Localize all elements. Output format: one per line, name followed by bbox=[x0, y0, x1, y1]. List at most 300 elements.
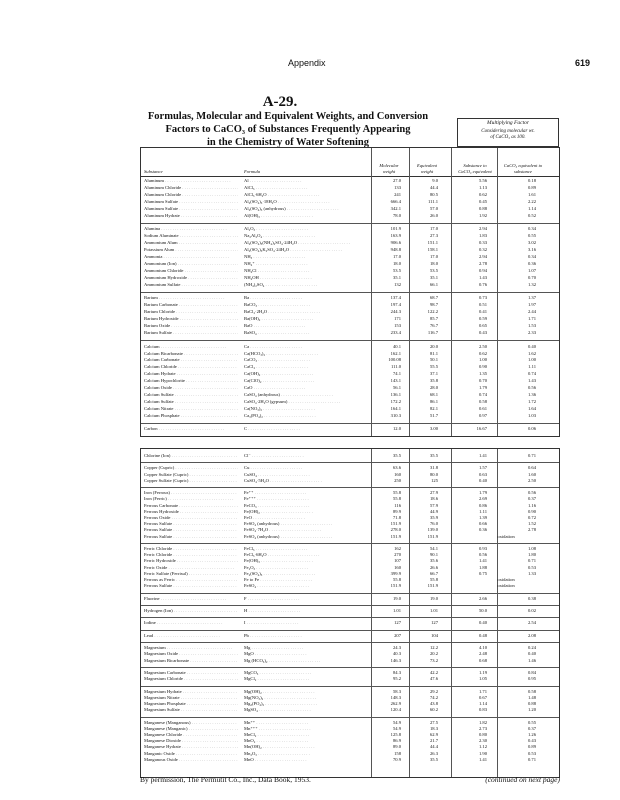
cell-caco3-to: 1.11 bbox=[528, 364, 536, 370]
cell-molecular-weight: 89.0 bbox=[392, 744, 401, 750]
cell-substance: Ferrous Sulfate . . . bbox=[144, 583, 238, 588]
cell-equivalent-weight: 21.7 bbox=[429, 738, 438, 744]
cell-formula: FeSO₄·7H₂O . . . bbox=[244, 527, 370, 532]
cell-formula: FeCO₃ . . . bbox=[244, 503, 370, 508]
cell-formula: BaO . . . bbox=[244, 323, 370, 328]
cell-formula: MnCl₂ . . . bbox=[244, 732, 370, 737]
cell-caco3-to: 1.61 bbox=[527, 191, 536, 197]
cell-substance: Aluminum . . . bbox=[144, 178, 238, 183]
cell-substance: Fluorine . . . bbox=[144, 596, 238, 601]
cell-formula: Al(OH)₃ . . . bbox=[244, 213, 370, 218]
header-substance: Substance bbox=[144, 168, 163, 174]
cell-formula: FeSO₄ (anhydrous) . . . bbox=[244, 521, 370, 526]
cell-formula: NH₃ . . . bbox=[244, 254, 370, 259]
cell-to-caco3: 0.32 bbox=[478, 247, 487, 252]
cell-caco3-to: 0.24 bbox=[527, 645, 536, 651]
cell-molecular-weight: 55.8 bbox=[392, 577, 401, 582]
cell-caco3-to: 1.26 bbox=[527, 732, 536, 737]
cell-molecular-weight: 948.8 bbox=[390, 247, 401, 252]
cell-molecular-weight: 137.4 bbox=[390, 295, 401, 301]
cell-molecular-weight: 53.5 bbox=[392, 267, 401, 273]
cell-caco3-to: 0.55 bbox=[527, 719, 536, 725]
cell-to-caco3: 0.86 bbox=[478, 502, 487, 508]
cell-to-caco3: 0.43 bbox=[478, 329, 487, 335]
cell-equivalent-weight: 60.2 bbox=[429, 707, 438, 713]
cell-equivalent-weight: 12.2 bbox=[429, 645, 438, 651]
cell-to-caco3: 50.0 bbox=[478, 608, 487, 613]
cell-caco3-to: 0.02 bbox=[527, 608, 536, 613]
table-row bbox=[141, 521, 559, 526]
cell-to-caco3: 0.80 bbox=[478, 732, 487, 737]
cell-formula: NH₄Cl . . . bbox=[244, 268, 370, 273]
cell-molecular-weight: 233.4 bbox=[390, 329, 401, 335]
cell-to-caco3: 2.94 bbox=[478, 253, 487, 259]
cell-substance: Copper Sulfate (Cupric) . . . bbox=[144, 478, 238, 483]
cell-equivalent-weight: 151.9 bbox=[427, 533, 438, 539]
cell-substance: Chlorine (Ion) . . . bbox=[144, 453, 238, 458]
cell-molecular-weight: 270 bbox=[394, 552, 401, 558]
cell-formula: AlCl₃ . . . bbox=[244, 185, 370, 190]
cell-caco3-to: 0.38 bbox=[527, 595, 536, 601]
cell-molecular-weight: 19.0 bbox=[392, 595, 401, 601]
cell-to-caco3: 0.70 bbox=[478, 378, 487, 384]
cell-molecular-weight: 164.1 bbox=[390, 405, 401, 411]
cell-equivalent-weight: 66.1 bbox=[429, 281, 438, 287]
cell-molecular-weight: 399.9 bbox=[390, 570, 401, 576]
cell-equivalent-weight: 68.1 bbox=[429, 391, 438, 397]
cell-to-caco3: 4.10 bbox=[478, 645, 487, 651]
cell-caco3-to: 0.56 bbox=[527, 385, 536, 390]
cell-to-caco3: 0.75 bbox=[478, 570, 487, 576]
cell-substance: Copper (Cupric) . . . bbox=[144, 465, 238, 470]
cell-formula: Fe₂O₃ . . . bbox=[244, 565, 370, 570]
cell-equivalent-weight: 51.7 bbox=[429, 412, 438, 418]
cell-caco3-to: 0.34 bbox=[527, 226, 536, 232]
cell-to-caco3: 2.66 bbox=[478, 595, 487, 601]
cell-equivalent-weight: 86.1 bbox=[429, 398, 438, 404]
table-row bbox=[141, 330, 559, 335]
cell-equivalent-weight: 55.8 bbox=[429, 577, 438, 582]
cell-substance: Calcium Hypochlorite . . . bbox=[144, 378, 238, 383]
cell-substance: Barium . . . bbox=[144, 295, 238, 300]
cell-molecular-weight: 172.2 bbox=[390, 398, 401, 404]
cell-formula: Ca(ClO)₂ . . . bbox=[244, 378, 370, 383]
cell-molecular-weight: 244.3 bbox=[390, 309, 401, 315]
cell-substance: Aluminum Chloride . . . bbox=[144, 192, 238, 197]
cell-formula: Cu . . . bbox=[244, 465, 370, 470]
cell-to-caco3: 2.69 bbox=[478, 496, 487, 502]
cell-substance: Calcium Oxide . . . bbox=[144, 385, 238, 390]
table-row bbox=[141, 233, 559, 238]
cell-caco3-to: 0.95 bbox=[527, 676, 536, 682]
cell-formula: Ba . . . bbox=[244, 295, 370, 300]
cell-to-caco3: 0.76 bbox=[478, 281, 487, 287]
cell-formula: Mg(OH)₂ . . . bbox=[244, 689, 370, 694]
cell-caco3-to: 1.00 bbox=[527, 357, 536, 363]
cell-caco3-to: 1.43 bbox=[527, 378, 536, 384]
cell-substance: Ferrous Carbonate . . . bbox=[144, 503, 238, 508]
cell-formula: Ca(NO₃)₂ . . . bbox=[244, 406, 370, 411]
cell-caco3-to: 1.64 bbox=[527, 405, 536, 411]
cell-equivalent-weight: 57.9 bbox=[429, 502, 438, 508]
footer-credit: By permission, The Permutit Co., Inc., Data Book, 1953. bbox=[140, 775, 311, 784]
cell-to-caco3: 0.73 bbox=[478, 295, 487, 301]
cell-substance: Barium Oxide . . . bbox=[144, 323, 238, 328]
table-row bbox=[141, 472, 559, 477]
cell-to-caco3: 1.79 bbox=[478, 385, 487, 390]
cell-to-caco3: 0.94 bbox=[478, 267, 487, 273]
row-divider bbox=[141, 223, 559, 224]
cell-substance: Ferric Sulfate (Ferrisul) . . . bbox=[144, 571, 238, 576]
cell-caco3-to: 1.03 bbox=[527, 412, 536, 418]
cell-caco3-to: 1.48 bbox=[527, 694, 536, 700]
header-substance-to-caco3: Substance to CaCO₃ equivalent bbox=[458, 163, 492, 174]
cell-caco3-to: 1.14 bbox=[527, 205, 536, 211]
row-divider bbox=[141, 717, 559, 718]
table-row bbox=[141, 247, 559, 252]
cell-equivalent-weight: 35.1 bbox=[429, 274, 438, 280]
cell-formula: Ca . . . bbox=[244, 344, 370, 349]
cell-equivalent-weight: 90.1 bbox=[429, 552, 438, 558]
cell-formula: MgCO₃ . . . bbox=[244, 670, 370, 675]
cell-equivalent-weight: 122.2 bbox=[427, 309, 438, 315]
cell-substance: Manganic Oxide . . . bbox=[144, 751, 238, 756]
cell-caco3-to: 0.84 bbox=[527, 670, 536, 675]
cell-equivalent-weight: 19.0 bbox=[429, 595, 438, 601]
table-number: A-29. bbox=[262, 94, 298, 110]
cell-equivalent-weight: 73.2 bbox=[429, 657, 438, 663]
cell-caco3-to: 0.58 bbox=[527, 688, 536, 694]
cell-to-caco3: 0.97 bbox=[478, 412, 487, 418]
cell-molecular-weight: 151.9 bbox=[390, 533, 401, 539]
cell-formula: BaSO₄ . . . bbox=[244, 330, 370, 335]
cell-formula: Fe to Fe . . . bbox=[244, 577, 370, 582]
table-row bbox=[141, 645, 559, 650]
cell-formula: MgSO₄ . . . bbox=[244, 707, 370, 712]
table-row bbox=[141, 527, 559, 532]
cell-equivalent-weight: 125 bbox=[431, 477, 438, 483]
cell-formula: Mg (HCO₃)₂ . . . bbox=[244, 658, 370, 663]
table-row bbox=[141, 392, 559, 397]
cell-caco3-to: 0.64 bbox=[527, 465, 536, 471]
cell-to-caco3: 1.83 bbox=[478, 233, 487, 239]
table-row bbox=[141, 357, 559, 362]
table-row bbox=[141, 577, 559, 582]
cell-substance: Ferrous Oxide . . . bbox=[144, 515, 238, 520]
cell-formula: FeSO₄ . . . bbox=[244, 583, 370, 588]
cell-formula: MnO . . . bbox=[244, 757, 370, 762]
cell-equivalent-weight: 104 bbox=[431, 632, 438, 638]
cell-molecular-weight: 71.8 bbox=[392, 515, 401, 520]
cell-substance: Ammonium (Ion) . . . bbox=[144, 261, 238, 266]
title-line: Factors to CaCO₃ of Substances Frequently Appearing bbox=[165, 124, 411, 135]
cell-substance: Manganese Chloride . . . bbox=[144, 732, 238, 737]
cell-caco3-to: 0.36 bbox=[527, 260, 536, 266]
table-row bbox=[141, 206, 559, 211]
cell-substance: Potassium Alum . . . bbox=[144, 247, 238, 252]
cell-formula: Ca(HCO₃)₂ . . . bbox=[244, 351, 370, 356]
cell-to-caco3: 1.13 bbox=[478, 184, 487, 190]
cell-substance: Manganese (Manganous) . . . bbox=[144, 720, 238, 725]
cell-formula: Fe₂(SO₄)₃ . . . bbox=[244, 571, 370, 576]
table-row bbox=[141, 583, 559, 588]
cell-caco3-to: 0.90 bbox=[527, 508, 536, 514]
cell-caco3-to: 1.20 bbox=[527, 707, 536, 713]
cell-formula: Mn₂O₃ . . . bbox=[244, 751, 370, 756]
table-row bbox=[141, 738, 559, 743]
cell-to-caco3: 0.61 bbox=[478, 405, 487, 411]
table-row bbox=[141, 732, 559, 737]
cell-to-caco3: 1.05 bbox=[478, 676, 487, 682]
cell-to-caco3: 1.14 bbox=[478, 701, 487, 706]
cell-formula: CuSO₄·5H₂O . . . bbox=[244, 478, 370, 483]
table-row bbox=[141, 726, 559, 731]
cell-caco3-to: 1.16 bbox=[527, 502, 536, 508]
cell-to-caco3: 1.35 bbox=[478, 371, 487, 377]
cell-equivalent-weight: 35.8 bbox=[429, 378, 438, 384]
cell-equivalent-weight: 127 bbox=[431, 620, 438, 626]
cell-caco3-to: 0.43 bbox=[527, 738, 536, 744]
cell-caco3-to: 3.16 bbox=[527, 247, 536, 252]
row-divider bbox=[141, 487, 559, 488]
row-divider bbox=[141, 686, 559, 687]
cell-molecular-weight: 163.9 bbox=[390, 233, 401, 239]
row-divider bbox=[141, 667, 559, 668]
cell-to-caco3: oxidation bbox=[497, 533, 515, 539]
cell-to-caco3: 0.62 bbox=[478, 350, 487, 356]
table-row bbox=[141, 620, 559, 625]
cell-substance: Ammonium Alum . . . bbox=[144, 240, 238, 245]
cell-molecular-weight: 906.6 bbox=[390, 240, 401, 246]
cell-formula: FeO . . . bbox=[244, 515, 370, 520]
cell-equivalent-weight: 20.0 bbox=[429, 343, 438, 349]
cell-substance: Aluminum Sulfate . . . bbox=[144, 199, 238, 204]
multiplying-factor-note: of CaCO₃ as 100. bbox=[490, 135, 526, 140]
cell-to-caco3: 0.56 bbox=[478, 552, 487, 558]
cell-caco3-to: 1.36 bbox=[527, 391, 536, 397]
cell-molecular-weight: 171 bbox=[394, 316, 401, 321]
cell-molecular-weight: 40.1 bbox=[392, 343, 401, 349]
cell-molecular-weight: 58.3 bbox=[392, 688, 401, 694]
row-divider bbox=[141, 617, 559, 618]
cell-to-caco3: 0.45 bbox=[478, 198, 487, 204]
cell-formula: CaCO₃ . . . bbox=[244, 357, 370, 362]
cell-caco3-to: 0.71 bbox=[527, 453, 536, 458]
cell-molecular-weight: 78.0 bbox=[392, 212, 401, 218]
row-divider bbox=[141, 462, 559, 463]
cell-equivalent-weight: 80.0 bbox=[429, 471, 438, 477]
cell-formula: FeCl₃·6H₂O . . . bbox=[244, 552, 370, 557]
cell-formula: FeCl₃ . . . bbox=[244, 546, 370, 551]
table-row bbox=[141, 413, 559, 418]
cell-equivalent-weight: 55.5 bbox=[429, 364, 438, 370]
cell-formula: AlCl₃·6H₂O . . . bbox=[244, 192, 370, 197]
multiplying-factor-box bbox=[457, 118, 559, 147]
cell-substance: Magnesium Oxide . . . bbox=[144, 651, 238, 656]
cell-formula: C . . . bbox=[244, 426, 370, 431]
table-part-2 bbox=[140, 448, 560, 778]
cell-molecular-weight: 1.01 bbox=[392, 608, 401, 613]
cell-substance: Ammonium Chloride . . . bbox=[144, 268, 238, 273]
cell-substance: Calcium Hydrate . . . bbox=[144, 371, 238, 376]
table-row bbox=[141, 275, 559, 280]
table-row bbox=[141, 351, 559, 356]
cell-to-caco3: 0.40 bbox=[478, 620, 487, 626]
cell-molecular-weight: 143.1 bbox=[390, 378, 401, 384]
cell-molecular-weight: 89.9 bbox=[392, 508, 401, 514]
cell-to-caco3: 1.43 bbox=[478, 274, 487, 280]
cell-formula: Mg . . . bbox=[244, 645, 370, 650]
table-row bbox=[141, 309, 559, 314]
cell-caco3-to: 1.52 bbox=[527, 521, 536, 527]
cell-formula: Al₂(SO₄)₃K₂SO₄·24H₂O . . . bbox=[244, 247, 370, 252]
cell-caco3-to: 0.53 bbox=[527, 750, 536, 756]
table-row bbox=[141, 254, 559, 259]
cell-molecular-weight: 111.0 bbox=[391, 364, 401, 370]
cell-substance: Barium Carbonate . . . bbox=[144, 302, 238, 307]
cell-to-caco3: 1.82 bbox=[478, 719, 487, 725]
table-row bbox=[141, 268, 559, 273]
cell-formula: Ca₃(PO₄)₂ . . . bbox=[244, 413, 370, 418]
cell-molecular-weight: 132 bbox=[394, 281, 401, 287]
cell-substance: Iron (Ferric) . . . bbox=[144, 496, 238, 501]
cell-formula: CuSO₄ . . . bbox=[244, 472, 370, 477]
cell-to-caco3: 2.50 bbox=[478, 343, 487, 349]
cell-formula: CaO . . . bbox=[244, 385, 370, 390]
cell-equivalent-weight: 26.6 bbox=[429, 564, 438, 570]
cell-caco3-to: 0.40 bbox=[527, 343, 536, 349]
cell-to-caco3: 5.56 bbox=[478, 178, 487, 183]
cell-substance: Iron (Ferrous) . . . bbox=[144, 490, 238, 495]
cell-caco3-to: 0.71 bbox=[527, 756, 536, 762]
cell-to-caco3: 1.11 bbox=[479, 508, 487, 514]
cell-substance: Alumina . . . bbox=[144, 226, 238, 231]
cell-formula: MnO₂ . . . bbox=[244, 738, 370, 743]
cell-caco3-to: 1.07 bbox=[527, 267, 536, 273]
row-divider bbox=[141, 630, 559, 631]
table-row bbox=[141, 689, 559, 694]
table-row bbox=[141, 720, 559, 725]
cell-caco3-to: 0.89 bbox=[527, 744, 536, 750]
cell-equivalent-weight: 44.9 bbox=[429, 508, 438, 514]
cell-to-caco3: 0.62 bbox=[478, 191, 487, 197]
cell-equivalent-weight: 29.2 bbox=[429, 688, 438, 694]
table-row bbox=[141, 178, 559, 183]
cell-caco3-to: 0.06 bbox=[527, 426, 536, 432]
table-title bbox=[128, 110, 448, 149]
cell-formula: Fe(OH)₂ . . . bbox=[244, 509, 370, 514]
cell-to-caco3: 0.58 bbox=[478, 398, 487, 404]
cell-equivalent-weight: 18.6 bbox=[429, 496, 438, 502]
cell-molecular-weight: 54.9 bbox=[392, 719, 401, 725]
cell-formula: Mn(OH)₂ . . . bbox=[244, 744, 370, 749]
multiplying-factor-title: Multiplying Factor bbox=[486, 120, 529, 126]
cell-equivalent-weight: 35.5 bbox=[429, 453, 438, 458]
cell-equivalent-weight: 17.0 bbox=[429, 253, 438, 259]
cell-formula: Mn⁺⁺ . . . bbox=[244, 720, 370, 725]
cell-molecular-weight: 162.1 bbox=[390, 350, 401, 356]
table-row bbox=[141, 478, 559, 483]
cell-to-caco3: 0.36 bbox=[478, 527, 487, 533]
cell-substance: Magnesium Sulfate . . . bbox=[144, 707, 238, 712]
table-row bbox=[141, 751, 559, 756]
cell-substance: Ferrous Sulfate . . . bbox=[144, 521, 238, 526]
cell-equivalent-weight: 54.1 bbox=[429, 546, 438, 551]
cell-formula: (NH₄)₂SO₄ . . . bbox=[244, 282, 370, 287]
cell-equivalent-weight: 35.5 bbox=[429, 756, 438, 762]
cell-formula: H . . . bbox=[244, 608, 370, 613]
cell-molecular-weight: 153 bbox=[394, 322, 401, 328]
table-row bbox=[141, 385, 559, 390]
header-caco3-to-substance: CaCO₃ equivalent to substance bbox=[503, 163, 543, 174]
cell-substance: Barium Chloride . . . bbox=[144, 309, 238, 314]
cell-caco3-to: 0.88 bbox=[527, 701, 536, 706]
cell-substance: Manganese Hydrate . . . bbox=[144, 744, 238, 749]
cell-equivalent-weight: 98.7 bbox=[429, 302, 438, 308]
cell-caco3-to: 0.34 bbox=[527, 253, 536, 259]
cell-molecular-weight: 27.0 bbox=[392, 178, 401, 183]
title-line: Formulas, Molecular and Equivalent Weights, and Conversion bbox=[147, 111, 429, 122]
table-row bbox=[141, 509, 559, 514]
cell-formula: F . . . bbox=[244, 596, 370, 601]
table-row bbox=[141, 651, 559, 656]
cell-to-caco3: 0.88 bbox=[478, 205, 487, 211]
table-part-1 bbox=[140, 147, 560, 437]
cell-substance: Lead . . . bbox=[144, 633, 238, 638]
cell-caco3-to: 2.33 bbox=[527, 329, 536, 335]
table-row bbox=[141, 282, 559, 287]
cell-formula: Al₂(SO₄)₃ (anhydrous) . . . bbox=[244, 206, 370, 211]
title-line: in the Chemistry of Water Softening bbox=[206, 137, 370, 148]
cell-molecular-weight: 95.2 bbox=[392, 676, 401, 682]
cell-caco3-to: 0.74 bbox=[527, 371, 536, 377]
cell-equivalent-weight: 116.7 bbox=[427, 329, 438, 335]
cell-formula: CaCl₂ . . . bbox=[244, 364, 370, 369]
cell-molecular-weight: 74.1 bbox=[392, 371, 401, 377]
cell-caco3-to: 2.44 bbox=[527, 309, 536, 315]
cell-substance: Barium Hydroxide . . . bbox=[144, 316, 238, 321]
cell-substance: Ammonium Hydroxide . . . bbox=[144, 275, 238, 280]
table-row bbox=[141, 371, 559, 376]
cell-to-caco3: 1.92 bbox=[478, 212, 487, 218]
cell-equivalent-weight: 31.8 bbox=[429, 465, 438, 471]
cell-caco3-to: 0.72 bbox=[527, 515, 536, 520]
table-row bbox=[141, 565, 559, 570]
cell-substance: Calcium Chloride . . . bbox=[144, 364, 238, 369]
cell-equivalent-weight: 68.7 bbox=[429, 295, 438, 301]
cell-molecular-weight: 100.08 bbox=[388, 357, 401, 363]
cell-substance: Sodium Aluminate . . . bbox=[144, 233, 238, 238]
cell-equivalent-weight: 74.2 bbox=[429, 694, 438, 700]
table-row bbox=[141, 302, 559, 307]
table-row bbox=[141, 453, 559, 458]
cell-equivalent-weight: 27.3 bbox=[429, 233, 438, 239]
cell-equivalent-weight: 26.3 bbox=[429, 750, 438, 756]
header-formula: Formula bbox=[244, 168, 261, 174]
cell-to-caco3: 0.74 bbox=[478, 391, 487, 397]
cell-molecular-weight: 35.1 bbox=[392, 274, 401, 280]
table-row bbox=[141, 192, 559, 197]
table-row bbox=[141, 344, 559, 349]
cell-substance: Ferrous Sulfate . . . bbox=[144, 527, 238, 532]
cell-formula: BaCO₃ . . . bbox=[244, 302, 370, 307]
cell-molecular-weight: 116 bbox=[394, 502, 401, 508]
cell-molecular-weight: 162 bbox=[394, 546, 401, 551]
cell-formula: Mg₃(PO₄)₂ . . . bbox=[244, 701, 370, 706]
cell-substance: Magnesium Hydrate . . . bbox=[144, 689, 238, 694]
cell-substance: Manganese Dioxide . . . bbox=[144, 738, 238, 743]
cell-equivalent-weight: 85.7 bbox=[429, 316, 438, 321]
